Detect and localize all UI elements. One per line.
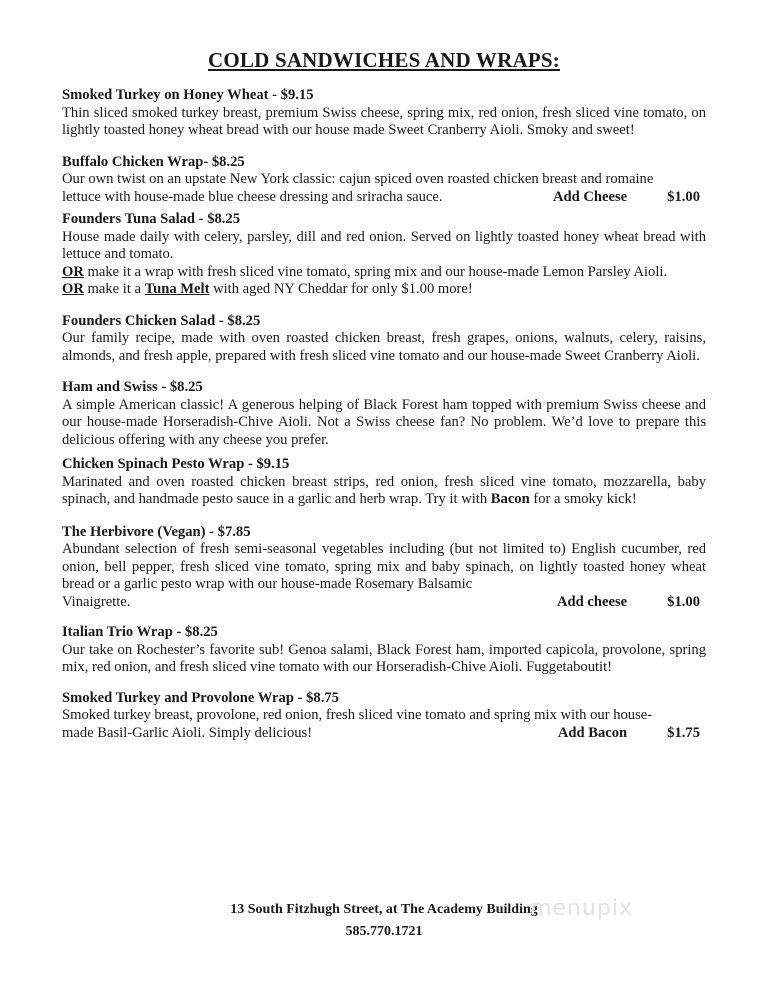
addon-label: Add cheese xyxy=(557,593,628,610)
addon-label: Add Bacon xyxy=(557,724,628,741)
item-description: Abundant selection of fresh semi-seasonal vegetables including (but not limited to) English cucumber, red onion, bell pepper, fresh sliced vine tomato, spring mix and baby spinach, on lightly toasted honey wheat bread or a garlic pesto wrap with our house-made Rosemary Balsamic xyxy=(62,541,706,592)
menu-item xyxy=(62,379,706,449)
footer xyxy=(0,899,768,943)
item-description xyxy=(62,474,706,509)
item-description: Our own twist on an upstate New York classic: cajun spiced oven roasted chicken breast and romaine xyxy=(62,171,654,187)
item-description: Thin sliced smoked turkey breast, premium Swiss cheese, spring mix, red onion, fresh sliced vine tomato, on lightly toasted honey wheat bread with our house made Sweet Cranberry Aioli. Smoky and sweet! xyxy=(62,104,706,138)
item-name: Ham and Swiss - $8.25 xyxy=(62,379,203,395)
menu-item xyxy=(62,456,706,509)
item-name: Chicken Spinach Pesto Wrap - $9.15 xyxy=(62,456,290,472)
addon-price: $1.00 xyxy=(667,593,700,610)
description-text: Marinated and oven roasted chicken breast strips, red onion, fresh sliced vine tomato, mozzarella, baby spinach, and handmade pesto sauce in a garlic and herb wrap. Try it with xyxy=(62,473,706,507)
item-description-tail: lettuce with house-made blue cheese dressing and sriracha sauce. xyxy=(62,188,443,205)
menu-item xyxy=(62,211,706,299)
menu-item xyxy=(62,524,706,612)
addon-label: Add Cheese xyxy=(552,188,628,205)
item-description-tail: Vinaigrette. xyxy=(62,593,131,610)
item-description-addon-line xyxy=(62,725,706,743)
phone-number: 585.770.1721 xyxy=(345,924,423,939)
menu-item xyxy=(62,624,706,677)
option-text: make it a wrap with fresh sliced vine tomato, spring mix and our house-made Lemon Parsley Aioli. xyxy=(83,263,668,280)
option-text: with aged NY Cheddar for only $1.00 more! xyxy=(209,281,473,297)
address: 13 South Fitzhugh Street, at The Academy Building xyxy=(230,902,538,917)
menu-item xyxy=(62,690,706,743)
item-name: Smoked Turkey on Honey Wheat - $9.15 xyxy=(62,87,314,103)
addon-price: $1.75 xyxy=(667,724,700,741)
tuna-melt-label: Tuna Melt xyxy=(144,281,210,297)
addon-price: $1.00 xyxy=(667,188,700,205)
item-name: Italian Trio Wrap - $8.25 xyxy=(62,624,218,640)
item-description: Our take on Rochester’s favorite sub! Genoa salami, Black Forest ham, imported capicola, provolone, spring mix, red onion, and fresh sliced vine tomato with our Horseradish-Chive Aioli. Fuggetaboutit! xyxy=(62,641,706,675)
addon xyxy=(558,725,700,743)
addon xyxy=(553,189,700,207)
item-option xyxy=(62,281,706,299)
item-name: The Herbivore (Vegan) - $7.85 xyxy=(62,523,251,540)
item-description: Smoked turkey breast, provolone, red onion, fresh sliced vine tomato and spring mix with our house- xyxy=(62,707,653,723)
item-description-tail: made Basil-Garlic Aioli. Simply delicious! xyxy=(62,724,313,741)
page-title: COLD SANDWICHES AND WRAPS: xyxy=(208,48,560,72)
bacon-highlight: Bacon xyxy=(490,491,530,507)
watermark-logo: menupix xyxy=(530,896,633,921)
item-option xyxy=(62,264,706,282)
menu-page xyxy=(62,48,706,742)
menu-item xyxy=(62,154,706,207)
item-description-addon-line xyxy=(62,189,706,207)
menu-item xyxy=(62,87,706,140)
option-text: make it a xyxy=(83,281,145,297)
or-label: OR xyxy=(62,263,84,280)
item-description-addon-line xyxy=(62,594,706,612)
item-description: House made daily with celery, parsley, dill and red onion. Served on lightly toasted honey wheat bread with lettuce and tomato. xyxy=(62,228,706,262)
item-description: Our family recipe, made with oven roasted chicken breast, fresh grapes, onions, walnuts, celery, raisins, almonds, and fresh apple, prepared with fresh sliced vine tomato and our house-made Sweet Cranberry Aioli. xyxy=(62,330,706,364)
item-name: Buffalo Chicken Wrap- $8.25 xyxy=(62,153,245,170)
or-label: OR xyxy=(62,281,84,297)
item-name: Smoked Turkey and Provolone Wrap - $8.75 xyxy=(62,689,339,706)
item-name: Founders Chicken Salad - $8.25 xyxy=(62,312,261,329)
item-description: A simple American classic! A generous helping of Black Forest ham topped with premium Swiss cheese and our house-made Horseradish-Chive Aioli. Not a Swiss cheese fan? No problem. We’d love to prepare this delicious offering with any cheese you prefer. xyxy=(62,396,706,448)
menu-item xyxy=(62,313,706,366)
item-name: Founders Tuna Salad - $8.25 xyxy=(62,211,241,227)
addon xyxy=(557,594,700,612)
description-text: for a smoky kick! xyxy=(529,491,637,507)
